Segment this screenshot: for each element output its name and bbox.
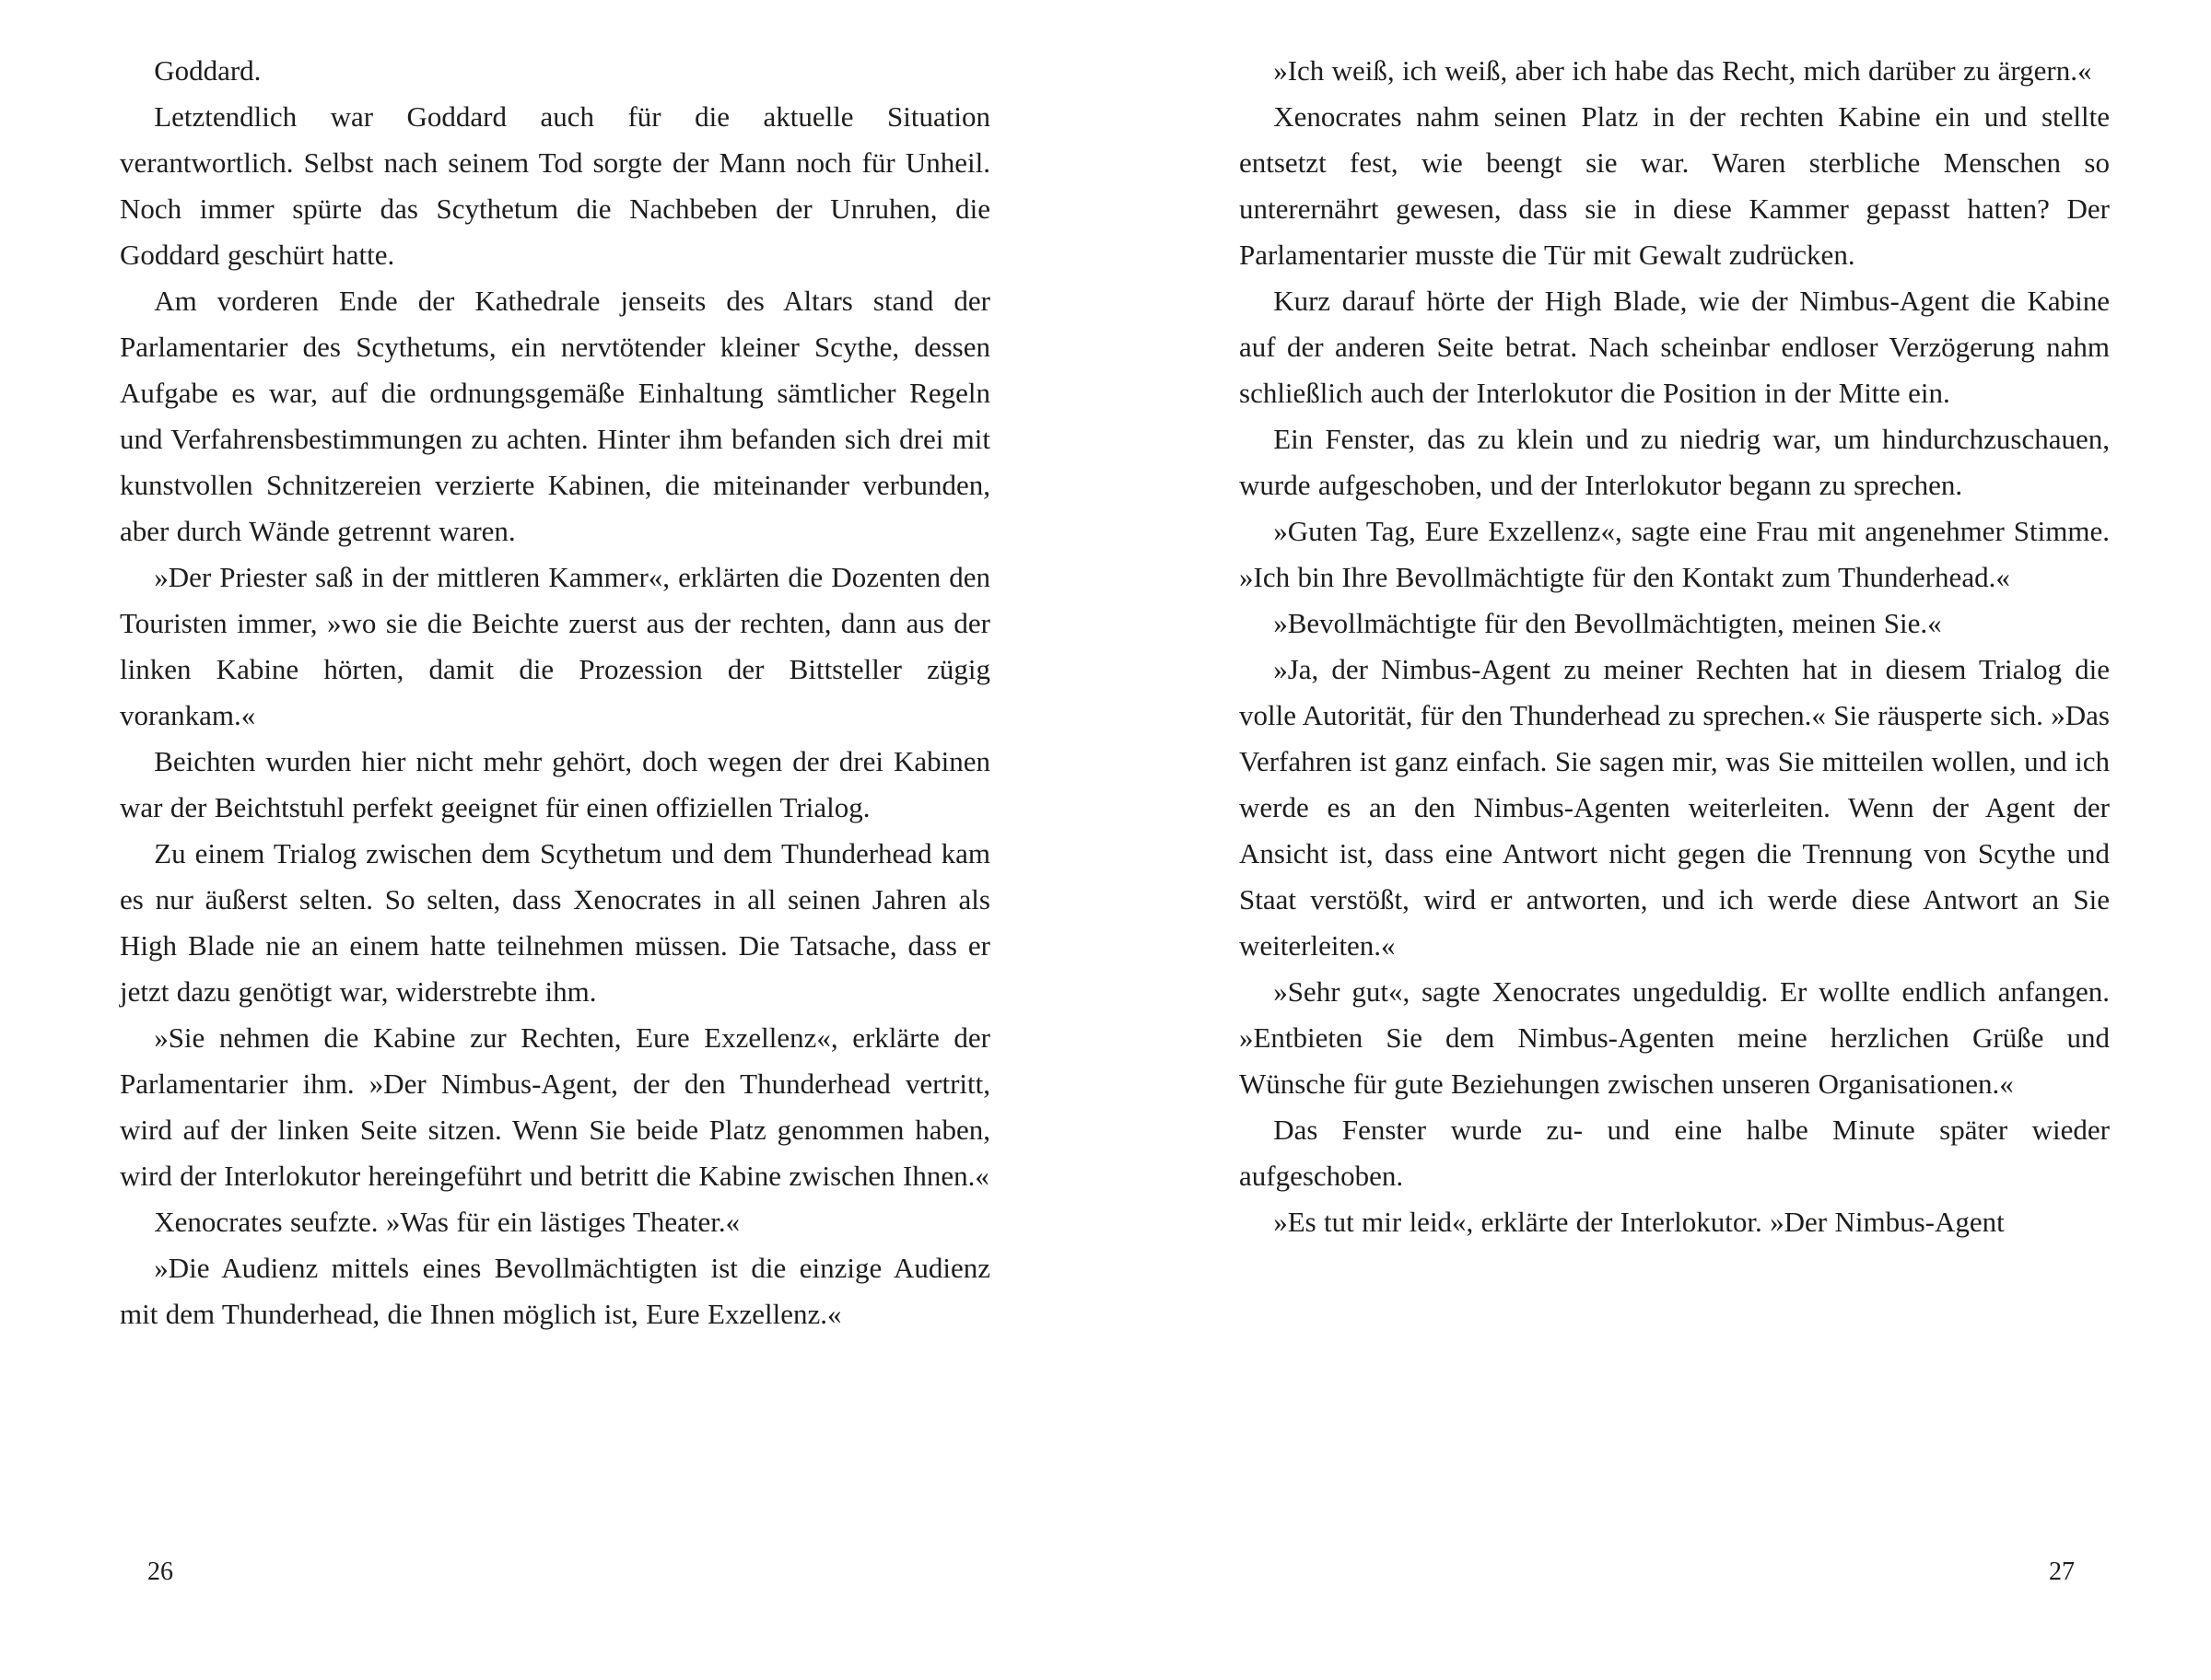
- paragraph: »Ja, der Nimbus-Agent zu meiner Rechten hat in diesem Trialog die volle Autorität, für den Thunderhead zu sprechen.« Sie räusperte sich. »Das Verfahren ist ganz einfach. Sie sagen mir, was Sie mitteilen wollen, und ich werde es an den Nimbus-Agenten weiterleiten. Wenn der Agent der Ansicht ist, dass eine Antwort nicht gegen die Trennung von Scythe und Staat verstößt, wird er antworten, und ich werde diese Antwort an Sie weiterleiten.«: [1239, 653, 2110, 962]
- paragraph: Das Fenster wurde zu- und eine halbe Minute später wieder aufgeschoben.: [1239, 1114, 2110, 1192]
- page-number-right: 27: [2049, 1558, 2075, 1586]
- page-right: [1239, 48, 2110, 1245]
- paragraph: Beichten wurden hier nicht mehr gehört, doch wegen der drei Kabinen war der Beichtstuhl perfekt geeignet für einen offiziellen Trialog.: [120, 745, 990, 823]
- paragraph: Am vorderen Ende der Kathedrale jenseits des Altars stand der Parlamentarier des Scythetums, ein nervtötender kleiner Scythe, dessen Aufgabe es war, auf die ordnungsgemäße Einhaltung sämtlicher Regeln und Verfahrensbestimmungen zu achten. Hinter ihm befanden sich drei mit kunstvollen Schnitzereien verzierte Kabinen, die miteinander verbunden, aber durch Wände getrennt waren.: [120, 285, 990, 547]
- paragraph: »Sehr gut«, sagte Xenocrates ungeduldig. Er wollte endlich anfangen. »Entbieten Sie dem Nimbus-Agenten meine herzlichen Grüße und Wünsche für gute Beziehungen zwischen unseren Organisationen.«: [1239, 975, 2110, 1100]
- page-left: [120, 48, 990, 1337]
- paragraph: Kurz darauf hörte der High Blade, wie der Nimbus-Agent die Kabine auf der anderen Seite betrat. Nach scheinbar endloser Verzögerung nahm schließlich auch der Interlokutor die Position in der Mitte ein.: [1239, 285, 2110, 409]
- paragraph: »Ich weiß, ich weiß, aber ich habe das Recht, mich darüber zu ärgern.«: [1273, 54, 2092, 87]
- page-number-left: 26: [147, 1558, 173, 1586]
- paragraph: Goddard.: [154, 54, 262, 87]
- paragraph: Xenocrates seufzte. »Was für ein lästiges Theater.«: [154, 1206, 741, 1238]
- paragraph: Zu einem Trialog zwischen dem Scythetum und dem Thunderhead kam es nur äußerst selten. So selten, dass Xenocrates in all seinen Jahren als High Blade nie an einem hatte teilnehmen müssen. Die Tatsache, dass er jetzt dazu genötigt war, widerstrebte ihm.: [120, 837, 990, 1008]
- paragraph: Xenocrates nahm seinen Platz in der rechten Kabine ein und stellte entsetzt fest, wie beengt sie war. Waren sterbliche Menschen so unterernährt gewesen, dass sie in diese Kammer gepasst hatten? Der Parlamentarier musste die Tür mit Gewalt zudrücken.: [1239, 100, 2110, 271]
- paragraph: »Sie nehmen die Kabine zur Rechten, Eure Exzellenz«, erklärte der Parlamentarier ihm. »Der Nimbus-Agent, der den Thunderhead vertritt, wird auf der linken Seite sitzen. Wenn Sie beide Platz genommen haben, wird der Interlokutor hereingeführt und betritt die Kabine zwischen Ihnen.«: [120, 1021, 990, 1192]
- paragraph: »Bevollmächtigte für den Bevollmächtigten, meinen Sie.«: [1273, 607, 1942, 639]
- paragraph: »Der Priester saß in der mittleren Kammer«, erklärten die Dozenten den Touristen immer, »wo sie die Beichte zuerst aus der rechten, dann aus der linken Kabine hörten, damit die Prozession der Bittsteller zügig vorankam.«: [120, 561, 990, 731]
- paragraph: »Guten Tag, Eure Exzellenz«, sagte eine Frau mit angenehmer Stimme. »Ich bin Ihre Bevollmächtigte für den Kontakt zum Thunderhead.«: [1239, 515, 2110, 593]
- paragraph: Letztendlich war Goddard auch für die aktuelle Situation verantwortlich. Selbst nach seinem Tod sorgte der Mann noch für Unheil. Noch immer spürte das Scythetum die Nachbeben der Unruhen, die Goddard geschürt hatte.: [120, 100, 990, 271]
- paragraph: »Die Audienz mittels eines Bevollmächtigten ist die einzige Audienz mit dem Thunderhead, die Ihnen möglich ist, Eure Exzellenz.«: [120, 1252, 990, 1330]
- paragraph: »Es tut mir leid«, erklärte der Interlokutor. »Der Nimbus-Agent: [1273, 1206, 2005, 1238]
- paragraph: Ein Fenster, das zu klein und zu niedrig war, um hindurchzuschauen, wurde aufgeschoben, und der Interlokutor begann zu sprechen.: [1239, 423, 2110, 501]
